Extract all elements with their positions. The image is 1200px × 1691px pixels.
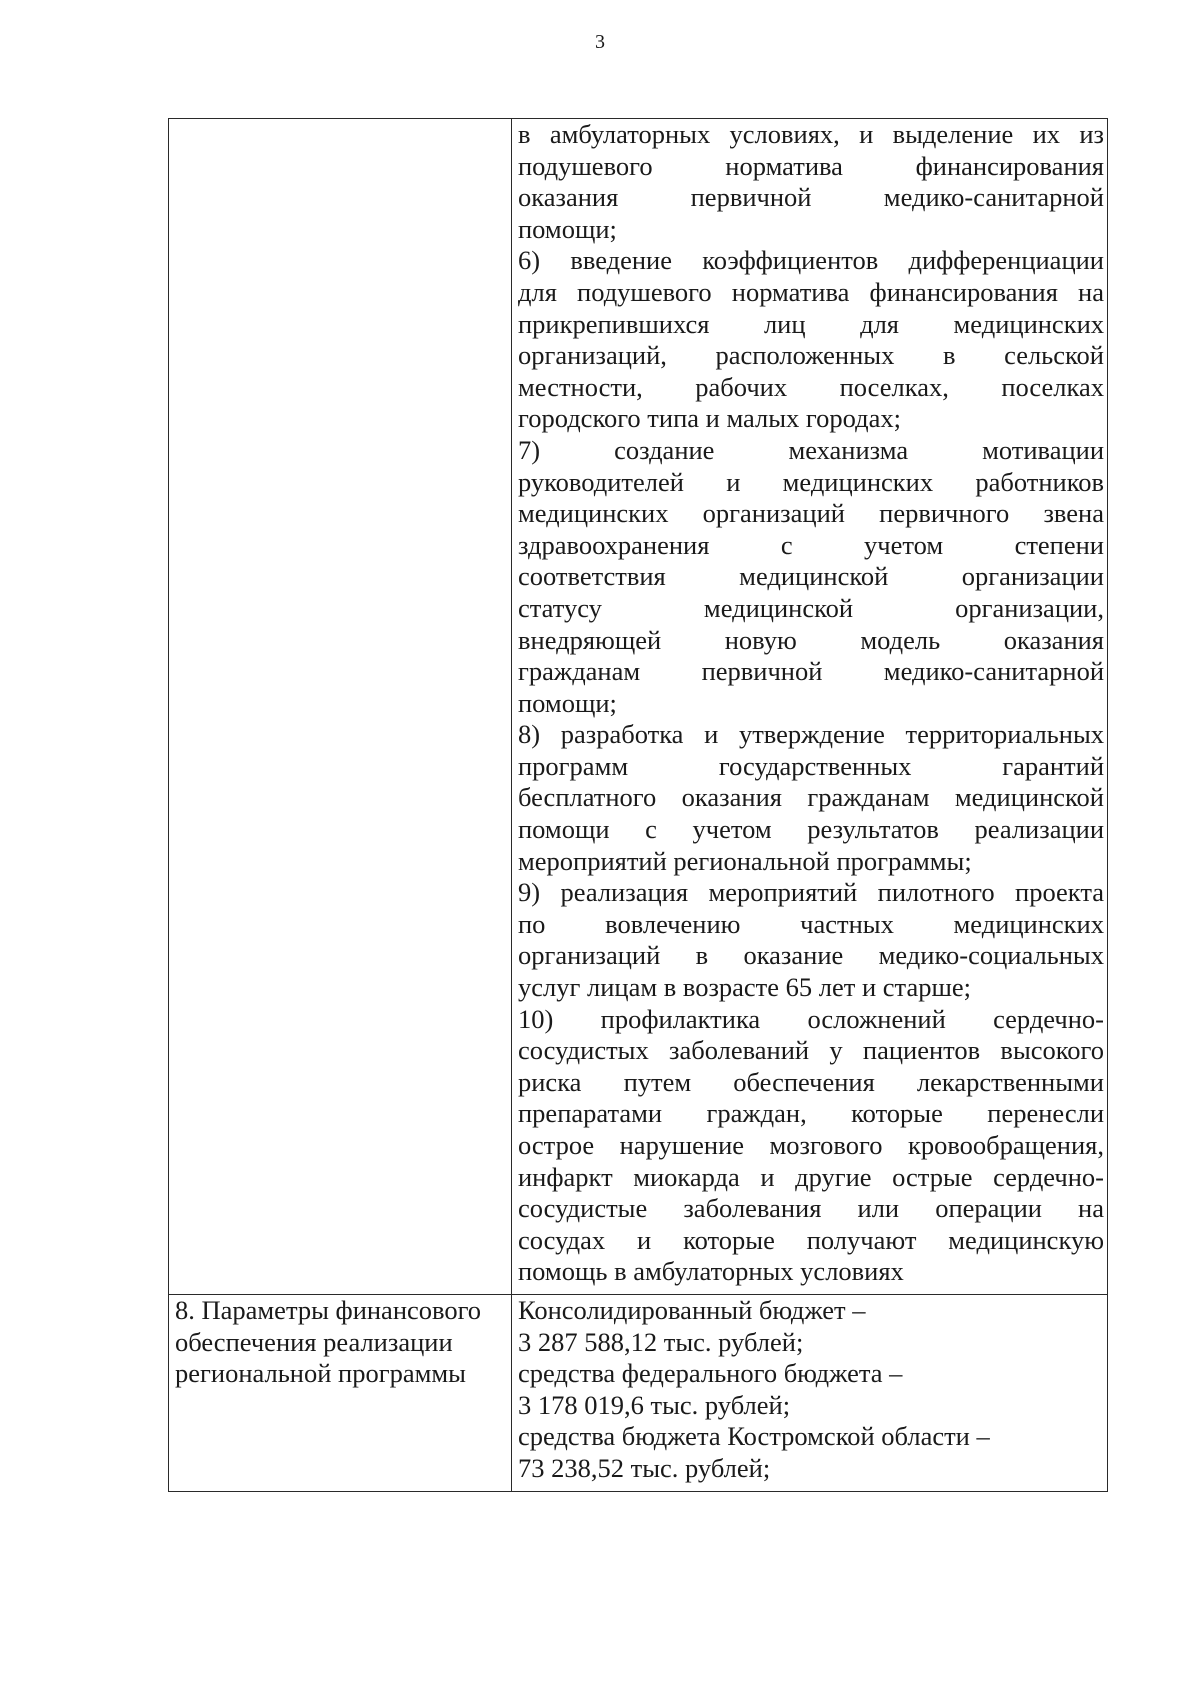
row2-right-cell xyxy=(512,1294,1108,1491)
text-line: обеспечения реализации xyxy=(175,1326,453,1357)
text-line: соответствия медицинской организации xyxy=(518,561,1104,592)
text-line: средства федерального бюджета – xyxy=(518,1358,903,1389)
text-line: оказания первичной медико-санитарной xyxy=(518,182,1104,213)
text-line: организаций, расположенных в сельской xyxy=(518,340,1104,371)
row1-right-cell xyxy=(512,119,1108,1295)
text-line: гражданам первичной медико-санитарной xyxy=(518,656,1104,687)
table-row xyxy=(169,1294,1108,1491)
text-line: услуг лицам в возрасте 65 лет и старше; xyxy=(518,972,971,1003)
row1-measures-text xyxy=(518,119,1104,1288)
text-line: 73 238,52 тыс. рублей; xyxy=(518,1452,771,1483)
text-line: программ государственных гарантий xyxy=(518,750,1104,781)
text-line: острое нарушение мозгового кровообращения, xyxy=(518,1130,1104,1160)
text-line: бесплатного оказания гражданам медицинской xyxy=(518,782,1104,813)
text-line: внедряющей новую модель оказания xyxy=(518,624,1104,655)
text-line: средства бюджета Костромской области – xyxy=(518,1421,990,1452)
text-line: 9) реализация мероприятий пилотного проекта xyxy=(518,877,1104,908)
text-line: Консолидированный бюджет – xyxy=(518,1294,866,1325)
text-line: в амбулаторных условиях, и выделение их из xyxy=(518,119,1104,149)
text-line: руководителей и медицинских работников xyxy=(518,466,1104,497)
text-line: 10) профилактика осложнений сердечно- xyxy=(518,1003,1104,1034)
text-line: 3 287 588,12 тыс. рублей; xyxy=(518,1326,804,1357)
text-line: 6) введение коэффициентов дифференциации xyxy=(518,245,1104,276)
text-line: здравоохранения с учетом степени xyxy=(518,529,1104,560)
text-line: сосудистых заболеваний у пациентов высокого xyxy=(518,1035,1104,1066)
text-line: помощи; xyxy=(518,687,617,718)
text-line: организаций в оказание медико-социальных xyxy=(518,940,1104,971)
table-row xyxy=(169,119,1108,1295)
text-line: инфаркт миокарда и другие острые сердечно- xyxy=(518,1161,1104,1192)
text-line: для подушевого норматива финансирования на xyxy=(518,276,1104,307)
text-line: прикрепившихся лиц для медицинских xyxy=(518,308,1104,339)
text-line: помощи; xyxy=(518,213,617,244)
section-8-title xyxy=(175,1295,508,1390)
text-line: подушевого норматива финансирования xyxy=(518,150,1104,181)
text-line: 8. Параметры финансового xyxy=(175,1294,482,1325)
text-line: 3 178 019,6 тыс. рублей; xyxy=(518,1389,791,1420)
text-line: 8) разработка и утверждение территориальных xyxy=(518,719,1104,750)
text-line: статусу медицинской организации, xyxy=(518,592,1104,623)
text-line: сосудистые заболевания или операции на xyxy=(518,1193,1104,1224)
row1-left-cell xyxy=(169,119,512,1295)
text-line: помощь в амбулаторных условиях xyxy=(518,1256,904,1287)
text-line: помощи с учетом результатов реализации xyxy=(518,814,1104,845)
text-line: 7) создание механизма мотивации xyxy=(518,434,1104,465)
program-table xyxy=(168,118,1108,1492)
text-line: риска путем обеспечения лекарственными xyxy=(518,1066,1104,1097)
text-line: сосудах и которые получают медицинскую xyxy=(518,1224,1104,1255)
text-line: мероприятий региональной программы; xyxy=(518,845,972,876)
text-line: местности, рабочих поселках, поселках xyxy=(518,371,1104,402)
text-line: региональной программы xyxy=(175,1358,466,1389)
row2-left-cell xyxy=(169,1294,512,1491)
text-line: медицинских организаций первичного звена xyxy=(518,498,1104,529)
text-line: городского типа и малых городах; xyxy=(518,403,901,434)
financing-parameters-text xyxy=(518,1295,1104,1485)
text-line: по вовлечению частных медицинских xyxy=(518,908,1104,939)
page-number: 3 xyxy=(595,31,605,53)
text-line: препаратами граждан, которые перенесли xyxy=(518,1098,1104,1129)
